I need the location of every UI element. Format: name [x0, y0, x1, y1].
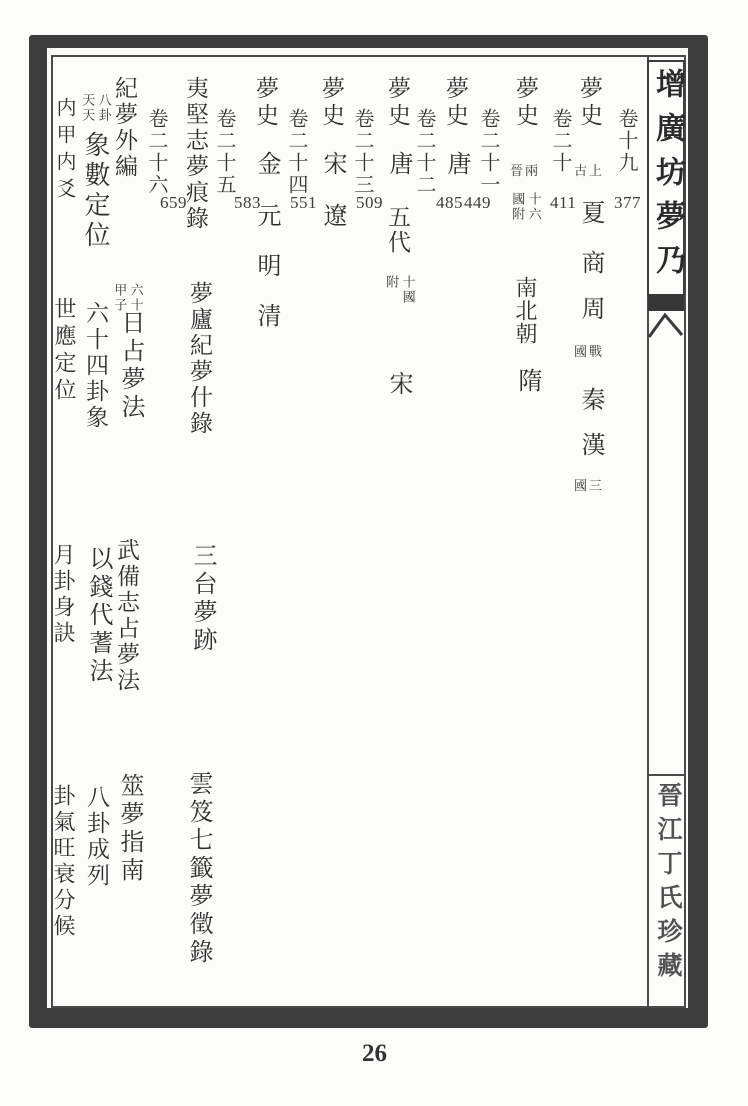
note-tiantian: 天天 [80, 93, 96, 123]
dynasty-han: 漢 [577, 432, 603, 456]
spine-title: 增廣坊夢乃 [651, 68, 684, 288]
note-bagua-tiantian [80, 93, 111, 123]
note-jiazi: 甲子 [112, 283, 128, 313]
era-note-shiguo-right: 十國 [400, 275, 416, 305]
volume-19-title: 夢史 [577, 76, 602, 130]
era-note-sanguo: 三國 [574, 478, 605, 493]
title-yijianzhi-menghenlu: 夷堅志夢痕錄 [183, 76, 208, 232]
dynasty-yuan: 元 [253, 203, 279, 227]
era-note-liangjin: 兩晉 [510, 163, 541, 178]
era-note-zhanguo: 戰國 [574, 344, 605, 359]
volume-21-title: 夢史 [443, 76, 468, 130]
title-yunji-qiqian-mengzhenglu: 雲笈七籤夢徵錄 [185, 771, 211, 967]
volume-24-page: 551 [290, 193, 317, 212]
dynasty-nanbeichao: 南北朝 [513, 276, 538, 345]
volume-25-label: 卷二十五 [213, 108, 235, 196]
dynasty-ming: 明 [253, 253, 279, 277]
volume-23-page: 509 [356, 193, 383, 212]
era-note-shanggu: 上古 [574, 163, 605, 178]
volume-20-title: 夢史 [513, 76, 538, 130]
volume-19-page: 377 [614, 193, 641, 212]
title-yuegua-shenjue: 月卦身訣 [51, 543, 76, 647]
folio-page-number: 26 [362, 1040, 387, 1067]
dynasty-tang-2: 唐 [385, 151, 411, 175]
dynasty-tang: 唐 [443, 151, 469, 175]
volume-25-page: 583 [234, 193, 261, 212]
era-note-shiliuguo-right: 十六 [526, 192, 542, 222]
era-note-shiliuguo [510, 192, 541, 222]
volume-21-page: 449 [464, 193, 491, 212]
title-xiangshu-dingwei: 象數定位 [81, 131, 110, 251]
dynasty-qin: 秦 [577, 387, 603, 411]
fishtail-mark-icon [647, 294, 685, 348]
title-neijia-neiyao: 内甲内爻 [53, 97, 75, 205]
era-note-shiguo [384, 275, 415, 305]
dynasty-wudai: 五代 [385, 205, 410, 255]
era-note-shiliuguo-left: 國附 [510, 192, 526, 222]
title-guaqi-wangshuai-fenhou: 卦氣旺衰分候 [51, 784, 76, 940]
volume-24-label: 卷二十四 [285, 108, 307, 196]
spine-collector-label: 晉江丁氏珍藏 [654, 782, 681, 986]
title-liushisi-guaxiang: 六十四卦象 [83, 301, 108, 431]
dynasty-song-2: 宋 [319, 151, 345, 175]
dynasty-jin: 金 [253, 151, 279, 175]
dynasty-zhou: 周 [577, 296, 603, 320]
volume-21-label: 卷二十一 [477, 108, 499, 196]
volume-19-label: 卷十九 [615, 108, 637, 174]
dynasty-xia: 夏 [577, 200, 603, 224]
dynasty-sui: 隋 [514, 368, 540, 392]
note-bagua: 八卦 [96, 93, 112, 123]
title-wubeizhi-zhanmengfa: 武備志占夢法 [114, 538, 139, 694]
spine-bottom-divider [647, 774, 685, 776]
title-rizhan-mengfa: 日占夢法 [117, 310, 143, 422]
volume-23-label: 卷二十三 [351, 108, 373, 196]
title-jimeng-waibian: 紀夢外編 [112, 76, 137, 180]
title-santai-mengji: 三台夢跡 [189, 543, 215, 655]
title-yiqian-daishifa: 以錢代蓍法 [85, 546, 111, 686]
dynasty-qing: 清 [253, 303, 279, 327]
volume-24-title: 夢史 [253, 76, 278, 130]
dynasty-shang: 商 [577, 250, 603, 274]
volume-20-label: 卷二十 [549, 108, 571, 174]
volume-22-label: 卷二十二 [413, 108, 435, 196]
note-liushi-jiazi [112, 283, 143, 313]
era-note-shiguo-left: 附 [384, 275, 400, 290]
volume-26-page: 659 [160, 193, 187, 212]
volume-23-title: 夢史 [319, 76, 344, 130]
note-liushi: 六十 [128, 283, 144, 313]
volume-26-label: 卷二十六 [145, 108, 167, 196]
title-bagua-chenglie: 八卦成列 [84, 785, 109, 889]
volume-20-page: 411 [550, 193, 577, 212]
title-menglu-jimeng-shilu: 夢廬紀夢什錄 [187, 281, 212, 437]
title-shimeng-zhinan: 筮夢指南 [116, 773, 142, 885]
title-shiying-dingwei: 世應定位 [52, 297, 77, 405]
dynasty-song: 宋 [385, 371, 411, 395]
dynasty-liao: 遼 [319, 203, 345, 227]
volume-22-title: 夢史 [385, 76, 410, 130]
volume-22-page: 485 [436, 193, 463, 212]
